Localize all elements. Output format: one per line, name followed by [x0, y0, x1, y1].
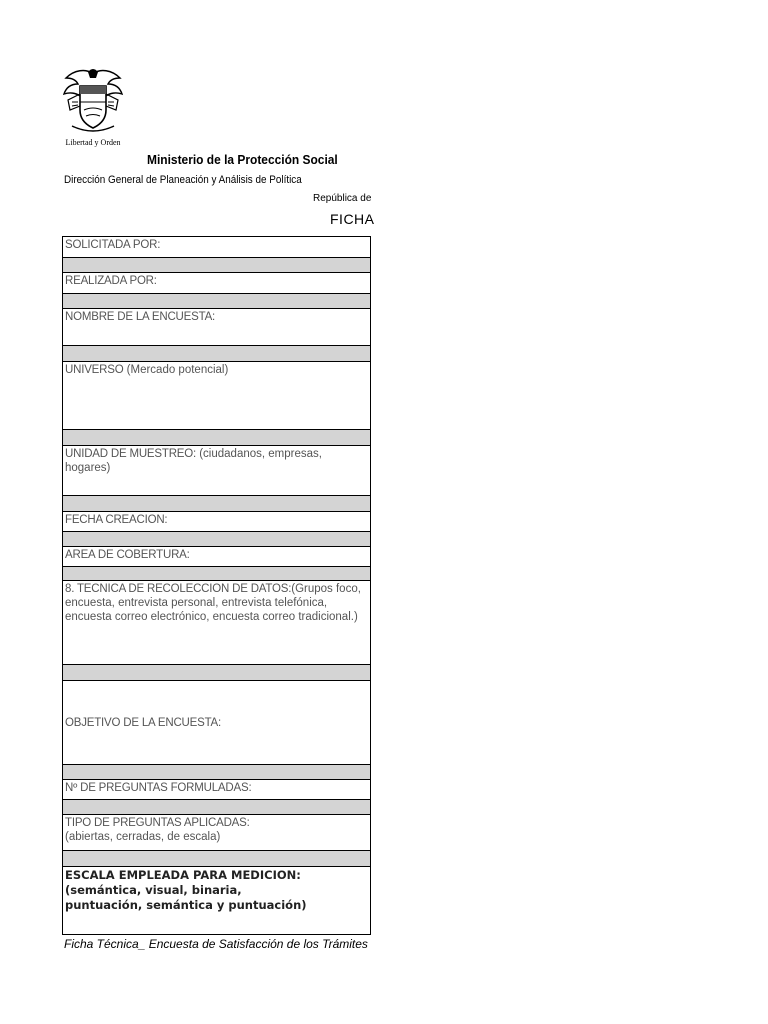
logo-caption: Libertad y Orden — [65, 138, 121, 147]
area-cobertura-label: AREA DE COBERTURA: — [65, 549, 190, 561]
tipo-preguntas-label: TIPO DE PREGUNTAS APLICADAS: — [65, 817, 250, 829]
separator-row — [63, 850, 370, 866]
separator-row — [63, 345, 370, 361]
tecnica-recoleccion-label: 8. TECNICA DE RECOLECCION DE DATOS: — [65, 583, 292, 595]
coat-of-arms-logo — [58, 66, 128, 150]
fecha-creacion-field[interactable] — [63, 511, 370, 531]
unidad-muestreo-hint: (ciudadanos, empresas, hogares) — [65, 448, 322, 474]
realizada-por-label: REALIZADA POR: — [65, 275, 157, 287]
unidad-muestreo-field[interactable] — [63, 445, 370, 495]
separator-row — [63, 566, 370, 580]
escala-medicion-field[interactable] — [63, 866, 370, 934]
separator-row — [63, 664, 370, 680]
tecnica-recoleccion-field[interactable] — [63, 580, 370, 664]
unidad-muestreo-label: UNIDAD DE MUESTREO: — [65, 448, 197, 460]
objetivo-encuesta-label: OBJETIVO DE LA ENCUESTA: — [65, 717, 222, 729]
escala-medicion-label: ESCALA EMPLEADA PARA MEDICION: — [65, 868, 301, 882]
ficha-tecnica-form — [62, 236, 371, 935]
nombre-encuesta-label: NOMBRE DE LA ENCUESTA: — [65, 311, 216, 323]
tipo-preguntas-field[interactable] — [63, 814, 370, 850]
separator-row — [63, 799, 370, 814]
separator-row — [63, 429, 370, 445]
tipo-preguntas-hint: (abiertas, cerradas, de escala) — [65, 831, 221, 843]
universo-field[interactable] — [63, 361, 370, 429]
document-title: FICHA — [330, 211, 375, 227]
universo-hint: (Mercado potencial) — [123, 364, 229, 376]
escala-medicion-hint-1: (semántica, visual, binaria, — [65, 883, 242, 897]
separator-row — [63, 531, 370, 546]
universo-label: UNIVERSO — [65, 364, 124, 376]
area-cobertura-field[interactable] — [63, 546, 370, 566]
fecha-creacion-label: FECHA CREACION: — [65, 514, 168, 526]
separator-row — [63, 495, 370, 511]
realizada-por-field[interactable] — [63, 272, 370, 293]
nombre-encuesta-field[interactable] — [63, 308, 370, 345]
escala-medicion-hint-2: puntuación, semántica y puntuación) — [65, 898, 307, 912]
numero-preguntas-label: Nº DE PREGUNTAS FORMULADAS: — [65, 782, 252, 794]
tecnica-recoleccion-hint: (Grupos foco, encuesta, entrevista personal, entrevista telefónica, encuesta correo electrónico, encuesta correo tradicional.) — [65, 583, 361, 623]
separator-row — [63, 293, 370, 308]
republica-text: República de — [313, 193, 372, 204]
footer-caption: Ficha Técnica_ Encuesta de Satisfacción de los Trámites — [64, 937, 368, 951]
objetivo-encuesta-field[interactable] — [63, 680, 370, 764]
ministry-name: Ministerio de la Protección Social — [147, 152, 338, 167]
coat-of-arms-icon — [58, 66, 128, 138]
numero-preguntas-field[interactable] — [63, 779, 370, 799]
separator-row — [63, 764, 370, 779]
separator-row — [63, 257, 370, 272]
solicitada-por-field[interactable] — [63, 236, 370, 257]
solicitada-por-label: SOLICITADA POR: — [65, 239, 161, 251]
direccion-general: Dirección General de Planeación y Análisis de Política — [64, 174, 302, 186]
